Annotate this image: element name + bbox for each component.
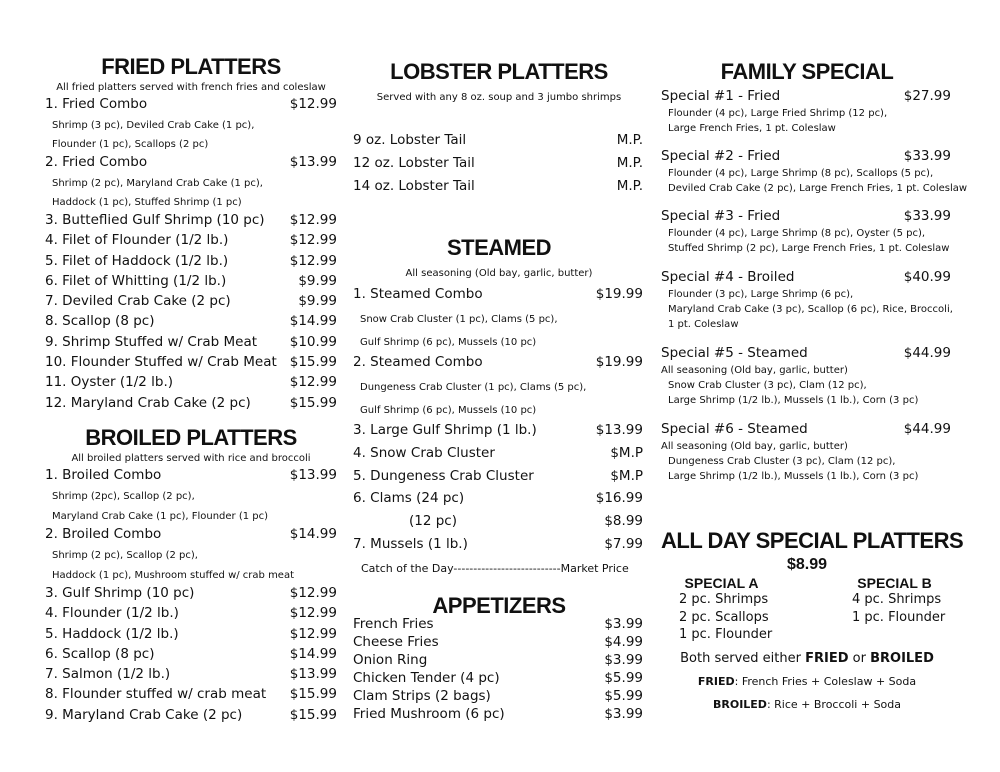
fried-platters-list	[45, 96, 337, 415]
menu-item	[353, 616, 643, 634]
item-name: Special #2 - Fried	[661, 148, 781, 164]
lobster-platters-title: LOBSTER PLATTERS	[390, 59, 608, 84]
item-name: Fried Mushroom (6 pc)	[353, 706, 505, 722]
steamed-list	[353, 286, 643, 559]
item-detail: Dungeness Crab Cluster (1 pc), Clams (5 pc),	[360, 382, 587, 393]
menu-item	[353, 652, 643, 670]
item-detail: 1 pt. Coleslaw	[668, 319, 739, 330]
menu-item	[353, 634, 643, 652]
item-price: $19.99	[595, 286, 643, 302]
lobster-platters-note: Served with any 8 oz. soup and 3 jumbo shrimps	[376, 92, 622, 103]
menu-item	[353, 468, 643, 491]
broiled-platters-list	[45, 467, 337, 727]
served-or: or	[852, 651, 866, 666]
item-name: 3. Butteflied Gulf Shrimp (10 pc)	[45, 212, 265, 228]
item-price: $15.99	[289, 394, 337, 411]
fried-option-label: FRIED	[697, 675, 735, 688]
item-name: 5. Haddock (1/2 lb.)	[45, 625, 179, 642]
broiled-option-label: BROILED	[712, 698, 767, 711]
item-name: 12. Maryland Crab Cake (2 pc)	[45, 394, 251, 411]
special-b-item: 4 pc. Shrimps	[852, 592, 942, 607]
appetizers-list	[353, 616, 643, 724]
item-price: $27.99	[903, 88, 951, 104]
item-name: 7. Salmon (1/2 lb.)	[45, 666, 171, 683]
menu-item	[45, 154, 337, 174]
fried-platters-title: FRIED PLATTERS	[101, 54, 281, 79]
item-name: Clam Strips (2 bags)	[353, 688, 491, 704]
all-day-special-price: $8.99	[786, 556, 828, 573]
item-detail: Shrimp (3 pc), Deviled Crab Cake (1 pc),	[52, 120, 255, 131]
item-detail: Flounder (4 pc), Large Fried Shrimp (12 pc),	[668, 108, 888, 119]
family-special-1	[661, 88, 953, 136]
served-either-line	[661, 651, 953, 666]
item-price: $13.99	[289, 467, 337, 483]
item-name: Special #5 - Steamed	[661, 345, 808, 361]
item-price: $40.99	[903, 269, 951, 285]
menu-item	[45, 666, 337, 686]
item-price: $13.99	[595, 422, 643, 438]
menu-item	[661, 208, 953, 226]
item-price: M.P.	[616, 178, 643, 194]
menu-item	[353, 132, 643, 155]
item-detail: Large Shrimp (1/2 lb.), Mussels (1 lb.), Corn (3 pc)	[668, 395, 919, 406]
item-name: 2. Steamed Combo	[353, 354, 483, 370]
item-price: $M.P	[610, 444, 643, 461]
menu-item	[353, 354, 643, 376]
item-price: $44.99	[903, 421, 951, 437]
menu-item	[45, 313, 337, 333]
item-name: 7. Mussels (1 lb.)	[353, 535, 468, 552]
special-a-title: SPECIAL A	[684, 575, 759, 591]
item-name: 9. Shrimp Stuffed w/ Crab Meat	[45, 333, 258, 350]
item-name: Chicken Tender (4 pc)	[353, 670, 500, 686]
item-price: $33.99	[903, 208, 951, 224]
item-name: 4. Snow Crab Cluster	[353, 444, 495, 461]
menu-item	[45, 374, 337, 394]
menu-item	[45, 646, 337, 666]
family-special-title: FAMILY SPECIAL	[720, 59, 894, 84]
item-detail: Haddock (1 pc), Mushroom stuffed w/ crab meat	[52, 569, 295, 581]
item-name: 11. Oyster (1/2 lb.)	[45, 374, 174, 391]
item-name: 2. Fried Combo	[45, 154, 148, 170]
item-price: $9.99	[298, 272, 337, 289]
special-b-title: SPECIAL B	[857, 575, 932, 591]
item-price: $3.99	[604, 652, 643, 668]
item-price: $15.99	[289, 354, 337, 371]
appetizers-title: APPETIZERS	[432, 593, 566, 618]
served-pre: Both served either	[680, 651, 801, 666]
item-detail: Flounder (1 pc), Scallops (2 pc)	[52, 139, 209, 150]
item-detail: Maryland Crab Cake (3 pc), Scallop (6 pc), Rice, Broccoli,	[668, 304, 953, 315]
item-price: $10.99	[289, 333, 337, 350]
menu-item	[661, 148, 953, 166]
lobster-platters-list	[353, 132, 643, 201]
item-name: 1. Broiled Combo	[45, 467, 162, 483]
item-name: 1. Fried Combo	[45, 96, 148, 112]
menu-item	[45, 395, 337, 415]
menu-item	[45, 212, 337, 232]
special-a-item: 1 pc. Flounder	[679, 627, 773, 642]
item-price: $12.99	[289, 585, 337, 601]
item-price: $33.99	[903, 148, 951, 164]
item-price: $8.99	[604, 513, 643, 530]
broiled-platters-title: BROILED PLATTERS	[85, 425, 297, 450]
menu-item	[661, 88, 953, 106]
item-detail: Dungeness Crab Cluster (3 pc), Clam (12 pc),	[668, 456, 896, 467]
item-detail: Shrimp (2pc), Scallop (2 pc),	[52, 491, 195, 502]
item-price: $12.99	[289, 605, 337, 622]
item-price: $12.99	[289, 374, 337, 391]
menu-item	[45, 293, 337, 313]
item-name: 12 oz. Lobster Tail	[353, 155, 475, 171]
item-name: French Fries	[353, 616, 434, 632]
item-name: 9. Maryland Crab Cake (2 pc)	[45, 706, 243, 723]
item-detail: Gulf Shrimp (6 pc), Mussels (10 pc)	[360, 337, 537, 348]
fried-platters-note: All fried platters served with french fries and coleslaw	[56, 82, 326, 93]
item-name: Special #3 - Fried	[661, 208, 781, 224]
item-name: 2. Broiled Combo	[45, 526, 162, 542]
family-special-3	[661, 208, 953, 256]
fried-option-line	[661, 675, 953, 688]
item-detail: Flounder (3 pc), Large Shrimp (6 pc),	[668, 289, 854, 300]
menu-item	[353, 670, 643, 688]
menu-item	[353, 706, 643, 724]
item-price: $44.99	[903, 345, 951, 361]
item-price: $15.99	[289, 686, 337, 703]
item-name: 4. Flounder (1/2 lb.)	[45, 605, 179, 622]
item-price: M.P.	[616, 155, 643, 171]
item-name: 8. Scallop (8 pc)	[45, 313, 155, 330]
menu-item	[353, 422, 643, 445]
menu-item	[353, 536, 643, 559]
item-name: 3. Gulf Shrimp (10 pc)	[45, 585, 195, 601]
menu-item	[45, 334, 337, 354]
menu-item	[661, 345, 953, 363]
menu-item	[353, 178, 643, 201]
catch-of-the-day: Catch of the Day---------------------------Market Price	[361, 562, 629, 575]
menu-item	[353, 513, 643, 536]
item-name: 6. Filet of Whitting (1/2 lb.)	[45, 272, 227, 289]
item-price: $3.99	[604, 706, 643, 722]
item-name: Special #1 - Fried	[661, 88, 781, 104]
item-name: Special #4 - Broiled	[661, 269, 795, 285]
menu-item	[45, 96, 337, 116]
item-price: $14.99	[289, 645, 337, 662]
menu-item	[45, 707, 337, 727]
item-price: $M.P	[610, 467, 643, 484]
item-name: 9 oz. Lobster Tail	[353, 132, 467, 148]
item-detail: Deviled Crab Cake (2 pc), Large French Fries, 1 pt. Coleslaw	[668, 183, 968, 194]
served-fried: FRIED	[805, 651, 849, 666]
broiled-platters-note: All broiled platters served with rice and broccoli	[71, 453, 311, 464]
item-price: $12.99	[289, 252, 337, 269]
item-detail: Maryland Crab Cake (1 pc), Flounder (1 pc)	[52, 510, 269, 522]
item-price: $13.99	[289, 154, 337, 170]
left-column	[45, 0, 337, 772]
all-day-special-title: ALL DAY SPECIAL PLATTERS	[661, 528, 964, 553]
menu-item	[45, 232, 337, 252]
item-price: M.P.	[616, 132, 643, 148]
item-detail: Stuffed Shrimp (2 pc), Large French Fries, 1 pt. Coleslaw	[668, 243, 950, 254]
served-broiled: BROILED	[870, 651, 934, 666]
item-price: $16.99	[595, 490, 643, 507]
item-name: (12 pc)	[409, 513, 457, 530]
menu-item	[353, 286, 643, 308]
fried-option-desc: : French Fries + Coleslaw + Soda	[734, 675, 917, 688]
item-name: Onion Ring	[353, 652, 428, 668]
item-detail: Large Shrimp (1/2 lb.), Mussels (1 lb.), Corn (3 pc)	[668, 471, 919, 482]
special-b	[852, 575, 953, 626]
item-price: $4.99	[604, 634, 643, 650]
item-price: $5.99	[604, 670, 643, 686]
menu-item	[353, 155, 643, 178]
item-price: $12.99	[289, 625, 337, 642]
item-name: 6. Clams (24 pc)	[353, 490, 465, 507]
item-note: All seasoning (Old bay, garlic, butter)	[661, 441, 848, 452]
broiled-option-desc: : Rice + Broccoli + Soda	[766, 698, 902, 711]
menu-item	[45, 253, 337, 273]
menu-item	[353, 688, 643, 706]
menu-item	[45, 354, 337, 374]
item-name: Cheese Fries	[353, 634, 439, 650]
item-price: $19.99	[595, 354, 643, 370]
item-note: All seasoning (Old bay, garlic, butter)	[661, 365, 848, 376]
menu-item	[45, 686, 337, 706]
item-price: $12.99	[289, 232, 337, 249]
family-special-5	[661, 345, 953, 408]
menu-item	[661, 421, 953, 439]
menu-item	[45, 273, 337, 293]
item-detail: Large French Fries, 1 pt. Coleslaw	[668, 123, 836, 134]
item-name: 3. Large Gulf Shrimp (1 lb.)	[353, 422, 537, 438]
item-detail: Snow Crab Cluster (1 pc), Clams (5 pc),	[360, 314, 558, 325]
menu-item	[45, 626, 337, 646]
steamed-title: STEAMED	[446, 235, 552, 260]
item-detail: Haddock (1 pc), Stuffed Shrimp (1 pc)	[52, 197, 242, 208]
right-column	[661, 0, 968, 772]
special-a	[679, 575, 799, 644]
family-special-6	[661, 421, 953, 484]
menu-item	[353, 490, 643, 513]
menu-item	[45, 526, 337, 546]
item-price: $3.99	[604, 616, 643, 632]
family-special-4	[661, 269, 953, 332]
item-name: 5. Filet of Haddock (1/2 lb.)	[45, 252, 229, 269]
steamed-note: All seasoning (Old bay, garlic, butter)	[405, 268, 593, 279]
menu-item	[661, 269, 953, 287]
item-detail: Shrimp (2 pc), Maryland Crab Cake (1 pc),	[52, 178, 263, 189]
item-price: $9.99	[298, 293, 337, 310]
item-price: $13.99	[289, 666, 337, 683]
item-price: $14.99	[289, 526, 337, 542]
menu-item	[45, 585, 337, 605]
item-detail: Gulf Shrimp (6 pc), Mussels (10 pc)	[360, 405, 537, 416]
menu-item	[45, 605, 337, 625]
item-name: 10. Flounder Stuffed w/ Crab Meat	[45, 354, 277, 371]
item-name: 14 oz. Lobster Tail	[353, 178, 475, 194]
item-price: $7.99	[604, 535, 643, 552]
item-price: $12.99	[289, 212, 337, 228]
special-b-item: 1 pc. Flounder	[852, 609, 946, 625]
middle-column	[353, 0, 645, 772]
item-price: $5.99	[604, 688, 643, 704]
item-name: Special #6 - Steamed	[661, 421, 808, 437]
item-price: $12.99	[289, 96, 337, 112]
item-name: 5. Dungeness Crab Cluster	[353, 467, 534, 484]
item-price: $15.99	[289, 706, 337, 723]
menu-item	[45, 467, 337, 487]
item-name: 4. Filet of Flounder (1/2 lb.)	[45, 232, 229, 249]
special-a-item: 2 pc. Shrimps	[679, 592, 769, 607]
item-detail: Flounder (4 pc), Large Shrimp (8 pc), Oyster (5 pc),	[668, 228, 926, 239]
broiled-option-line	[661, 698, 953, 711]
item-name: 1. Steamed Combo	[353, 286, 483, 302]
menu-item	[353, 445, 643, 468]
item-detail: Flounder (4 pc), Large Shrimp (8 pc), Scallops (5 pc),	[668, 168, 934, 179]
item-name: 7. Deviled Crab Cake (2 pc)	[45, 293, 231, 310]
item-detail: Shrimp (2 pc), Scallop (2 pc),	[52, 550, 198, 561]
family-special-2	[661, 148, 968, 196]
item-price: $14.99	[289, 313, 337, 330]
special-a-item: 2 pc. Scallops	[679, 609, 769, 625]
item-name: 8. Flounder stuffed w/ crab meat	[45, 686, 267, 703]
item-name: 6. Scallop (8 pc)	[45, 645, 155, 662]
item-detail: Snow Crab Cluster (3 pc), Clam (12 pc),	[668, 380, 867, 391]
